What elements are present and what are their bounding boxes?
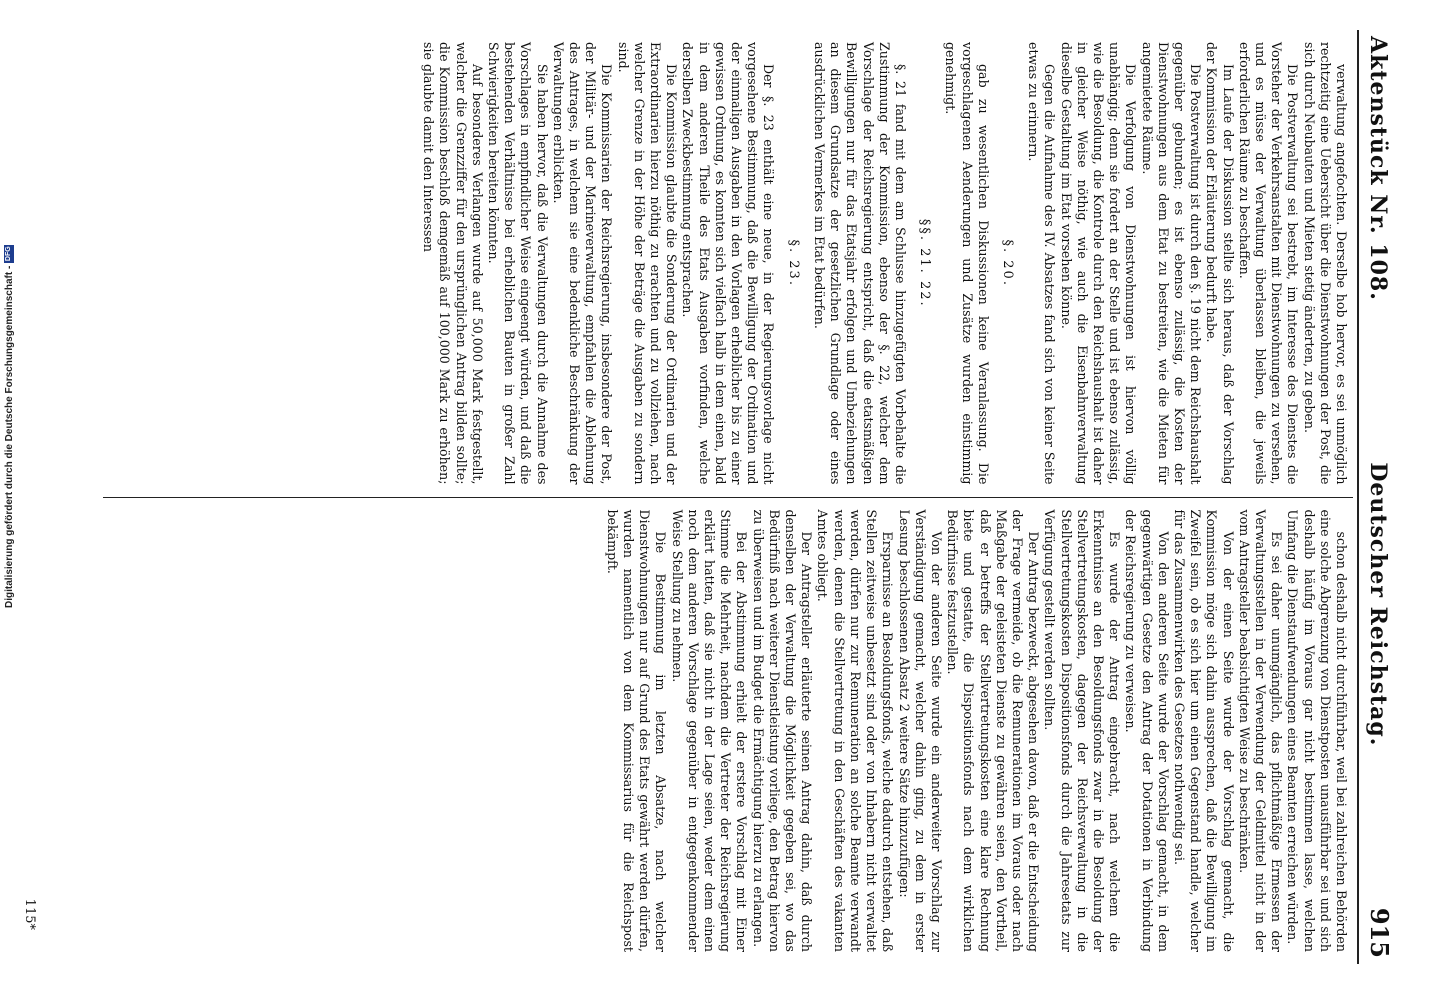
paragraph: Ersparnisse an Besoldungsfonds, welche dadurch entstehen, daß Stellen zeitweise unbesetzt sind oder von Inhabern nicht verwaltet werden, dürfen nur zur Remuneration an solche Beamte verwandt werden, denen die Stellvertretung in den Geschäften des vakanten Amtes obliegt. — [815, 509, 896, 952]
paragraph: schon deshalb nicht durchführbar, weil bei zahlreichen Behörden eine solche Abgrenzung von Dienstposten unausführbar sei und sich deshalb häufig im Voraus gar nicht bestimmen lasse, welchen Umfang die Dienstaufwendungen eines Beamten erreichen würden. — [1285, 509, 1349, 952]
paragraph: §. 21 fand mit dem am Schlusse hinzugefügten Vorbehalte die Zustimmung der Kommission, ebenso der §. 22, welcher dem Vorschlage der Reichsregierung entspricht, daß die etatsmäßigen Bewilligungen nur für das Etatsjahr erfolgen und Umbeziehungen an diesem Grundsatze der gesetzlichen Grundlage oder eines ausdrücklichen Vermerkes im Etat bedürfen. — [811, 42, 908, 485]
paragraph: Die Verfolgung von Dienstwohnungen ist hiervon völlig unabhängig; denn sie fordert an der Stelle und ist ebenso zulässig, wie die Besoldung, die Kontrole durch den Reichshaushalt ist daher in gleicher Weise nöthig, wie auch die Eisenbahnverwaltung dieselbe Gestaltung im Etat vorsehen könne. — [1058, 42, 1139, 485]
paragraph: Die Postverwaltung sei bestrebt, im Interesse des Dienstes die Vorsteher der Verkehrsanstalten mit Dienstwohnungen zu versehen, und es müsse der Verwaltung überlassen bleiben, die jeweils erforderlichen Räume zu beschaffen. — [1236, 42, 1301, 485]
paragraph: Von den anderen Seite wurde der Vorschlag gemacht, in dem gegenwärtigen Gesetze den Antrag der Dotationen in Verbindung der Reichsregierung zu verweisen. — [1123, 509, 1171, 952]
page-number: 915 — [1365, 907, 1394, 958]
section-heading: §. 23. — [785, 239, 801, 287]
page-header — [1357, 30, 1394, 964]
paragraph: Der Antragsteller erläuterte seinen Antrag dahin, daß durch denselben der Verwaltung die Möglichkeit gegeben sei, wo das Bedürfniß nach weiterer Dienstleistung vorliege, den Betrag hiervon zu überweisen und im Budget die Ermächtigung hierzu zu erlangen. — [750, 509, 815, 952]
paragraph: Die Bestimmung im letzten Absatze, nach welcher Dienstwohnungen nur auf Grund des Etats gewährt werden dürfen, wurden namentlich von dem Kommissarius für die Reichspost bekämpft. — [604, 509, 669, 952]
paragraph: gab zu wesentlichen Diskussionen keine Veranlassung. Die vorgeschlagenen Aenderungen und Zusätze wurden einstimmig genehmigt. — [943, 42, 991, 485]
paragraph: verwaltung angefochten. Derselbe hob hervor, es sei unmöglich rechtzeitig eine Uebersicht über die Dienstwohnungen der Post, die sich durch Neubauten und Mieten stetig änderten, zu geben. — [1301, 42, 1349, 485]
signature-mark: 115* — [22, 898, 37, 930]
paragraph: Die Postverwaltung ist durch den §. 19 nicht dem Reichshaushalt gegenüber gebunden; es ist ebenso zulässig, die Kosten der Dienstwohnungen aus dem Etat zu bestreiten, wie die Mieten für angemietete Räume. — [1139, 42, 1204, 485]
paragraph: Von der anderen Seite wurde ein anderweiter Vorschlag zur Verständigung gemacht, welcher dahin ging, zu dem in erster Lesung beschlossenen Absatz 2 weitere Sätze hinzuzufügen: — [896, 509, 944, 952]
paragraph: Sie haben hervor, daß die Verwaltungen durch die Annahme des Vorschlages in empfindlicher Weise eingeengt würden, und daß die bestehenden Verhältnisse bei erheblichen Bauten in großer Zahl Schwierigkeiten bereiten könnten. — [486, 42, 550, 485]
text-columns — [103, 30, 1353, 964]
paragraph: Gegen die Aufnahme des IV. Absatzes fand sich von keiner Seite etwas zu erinnern. — [1026, 42, 1058, 485]
paragraph: Von der einen Seite wurde der Vorschlag gemacht, die Kommission möge sich dahin aussprechen, daß die Bewilligung im Zweifel sein, ob es sich hier um einen Gegenstand handle, welcher für das Zusammenwirken des Gesetzes nothwendig sei. — [1171, 509, 1236, 952]
paragraph: Im Laufe der Diskussion stellte sich heraus, daß der Vorschlag der Kommission der Erläuterung bedurft habe. — [1204, 42, 1236, 485]
paragraph: Der §. 23 enthält eine neue, in der Regierungsvorlage nicht vorgesehene Bestimmung, daß die Bewilligung der Ordination und der einmaligen Ausgaben in den Vorlagen erheblicher bis zu einer gewissen Ordnung, es konnten sich vielfach halb in dem einen, bald in dem anderen Theile des Etats Ausgaben vorfinden, welche derselben Zweckbestimmung entsprachen. — [680, 42, 777, 485]
paragraph: Es sei daher unumgänglich, das pflichtmäßige Ermessen der Verwaltungsstellen in der Verwendung der Geldmittel nicht in der vom Antragsteller beabsichtigten Weise zu beschränken. — [1236, 509, 1285, 952]
section-heading: §§. 21. 22. — [917, 218, 933, 308]
digitization-note — [4, 218, 16, 608]
paragraph: Die Kommissarien der Reichsregierung, insbesondere der Post, der Militär- und der Marineverwaltung, empfahlen die Ablehnung des Antrages, in welchem sie eine bedenkliche Beschränkung der Verwaltungen erblickten. — [550, 42, 615, 485]
digitization-text: Digitalisierung gefördert durch die Deutsche Forschungsgemeinschaft - — [4, 265, 15, 608]
paragraph: Auf besonderes Verlangen wurde auf 50,000 Mark festgestellt, welcher die Grenzziffer für den ursprünglichen Antrag bilden sollte; die Kommission beschloß demgemäß auf 100,000 Mark zu erhöhen; sie glaubte damit den Interessen — [421, 42, 485, 485]
paragraph: Der Antrag bezweckt, abgesehen davon, daß er die Entscheidung der Frage vermeide, ob die Remunerationen im Voraus oder nach Maßgabe der geleisteten Dienste zu gewähren seien, den Vortheil, daß er betreffs der Stellvertretungskosten eine klare Rechnung biete und gestatte, die Dispositionsfonds nach dem wirklichen Bedürfnisse festzustellen. — [945, 509, 1042, 952]
column-left — [103, 30, 1353, 497]
dfg-logo-icon: DFG — [5, 246, 13, 262]
column-right — [103, 498, 1353, 965]
section-heading: §. 20. — [999, 239, 1015, 287]
paragraph: Es wurde der Antrag eingebracht, nach welchem die Erkenntnisse an den Besoldungsfonds zwar in die Besoldung der Stellvertretungskosten, dagegen der Reichsverwaltung in die Stellvertretungskosten Dispositionsfonds durch die Jahresetats zur Verfügung gestellt werden sollten. — [1042, 509, 1123, 952]
paragraph: Bei der Abstimmung erhielt der erstere Vorschlag mit Einer Stimme die Mehrheit, nachdem die Vertreter der Reichsregierung erklärt hatten, daß sie nicht in der Lage seien, weder dem einen noch dem anderen Vorschlage gegenüber in entgegenkommender Weise Stellung zu nehmen. — [669, 509, 750, 952]
doc-label: Aktenstück Nr. 108. — [1365, 36, 1391, 301]
page-title: Deutscher Reichstag. — [1365, 462, 1391, 747]
paragraph: Die Kommission glaubte die Sonderung der Ordinarien und der Extraordinarien hierzu nöthig zu erachten und zu vollziehen, nach welcher Grenze in der Höhe der Beträge die Ausgaben zu sondern sind. — [615, 42, 680, 485]
